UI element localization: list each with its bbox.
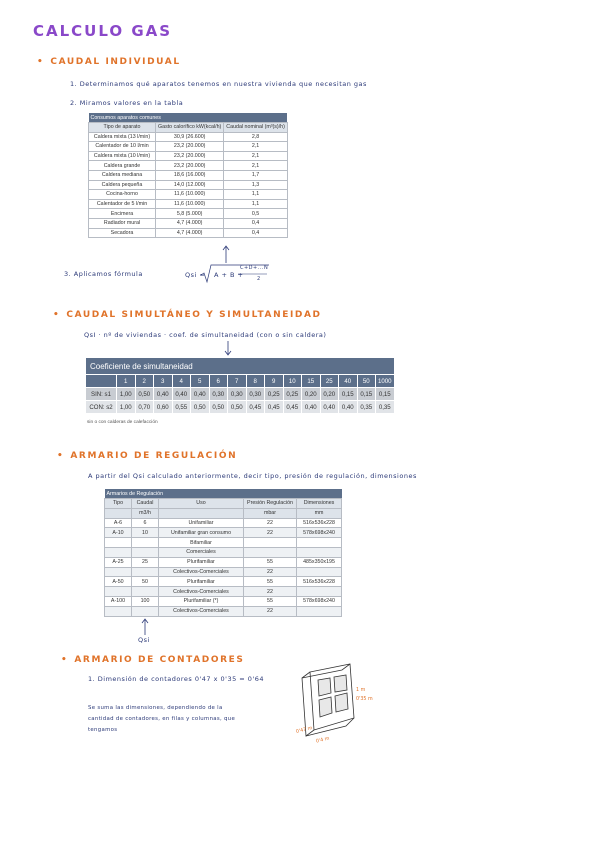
table-header-row (86, 375, 395, 388)
table-cell: 516x536x228 (297, 577, 342, 587)
note-step2: 2. Miramos valores en la tabla (70, 99, 184, 107)
table-cell: 23,2 (20.000) (156, 161, 224, 171)
formula-main: A + B + (214, 271, 244, 279)
table-cell (105, 547, 132, 557)
table-row (105, 547, 342, 557)
table-row (89, 161, 288, 171)
table-cell: 4,7 (4.000) (156, 228, 224, 238)
table-row (86, 388, 395, 401)
note-contadores-1: Se suma las dimensiones, dependiendo de la (88, 705, 223, 711)
table-cell: 100 (132, 596, 159, 606)
table-cell: 1,3 (224, 180, 288, 190)
formula-denominator: 2 (257, 276, 261, 282)
table-cell: 0,40 (339, 401, 358, 414)
table-cell: 22 (244, 587, 297, 597)
table-cell: Radiador mural (89, 218, 156, 228)
table-cell: 4,7 (4.000) (156, 218, 224, 228)
column-unit: mm (297, 508, 342, 518)
column-header: 1000 (376, 375, 395, 388)
table-cell: 578x698x240 (297, 596, 342, 606)
table-row (86, 401, 395, 414)
note-contadores-3: tengamos (88, 727, 118, 733)
bullet-icon: • (57, 451, 65, 461)
sketch-dim-side2: 0'35 m (356, 697, 373, 702)
table-cell: 0,50 (191, 401, 210, 414)
table-cell: 0,45 (265, 401, 284, 414)
formula-lhs: Qsi = (185, 271, 206, 279)
table-cell (132, 538, 159, 548)
table-cell: 11,6 (10.000) (156, 199, 224, 209)
table-footnote: sin o con calderas de calefacción (86, 414, 395, 429)
table-cell: A-25 (105, 557, 132, 567)
table-cell: 22 (244, 567, 297, 577)
table-cell: Colectivos-Comerciales (159, 606, 244, 616)
table-row (105, 538, 342, 548)
section-heading: ARMARIO DE CONTADORES (74, 655, 245, 665)
table-cell: 0,15 (376, 388, 395, 401)
column-header: 4 (172, 375, 191, 388)
sketch-dim-bottom2: 0'4 m (315, 736, 331, 745)
table-cell: 0,25 (283, 388, 302, 401)
table-cell: A-100 (105, 596, 132, 606)
table-cell: 0,4 (224, 228, 288, 238)
table-cell: 0,45 (283, 401, 302, 414)
table-row (89, 180, 288, 190)
bullet-icon: • (37, 57, 45, 67)
table-cell: 2,1 (224, 161, 288, 171)
table-cell: 23,2 (20.000) (156, 151, 224, 161)
formula-numerator: C+D+...N (240, 265, 269, 271)
bullet-icon: • (61, 655, 69, 665)
note-step1: 1. Determinamos qué aparatos tenemos en nuestra vivienda que necesitan gas (70, 80, 367, 88)
table-armarios (104, 489, 342, 617)
table-cell: 5,8 (5.000) (156, 209, 224, 219)
table-cell: 2,1 (224, 142, 288, 152)
table-cell: 0,4 (224, 218, 288, 228)
note-simultaneo: QsI · nº de viviendas · coef. de simultaneidad (con o sin caldera) (84, 331, 327, 339)
table-cell: Comerciales (159, 547, 244, 557)
column-header: Uso (159, 499, 244, 509)
table-cell: 0,5 (224, 209, 288, 219)
table-cell (297, 606, 342, 616)
table-cell: 22 (244, 518, 297, 528)
table-cell: 516x536x228 (297, 518, 342, 528)
section-caudal-individual (37, 57, 181, 67)
table-cell: SIN: s1 (86, 388, 117, 401)
table-caption: Coeficiente de simultaneidad (86, 358, 395, 375)
column-unit (159, 508, 244, 518)
column-header: Dimensiones (297, 499, 342, 509)
table-cell (132, 567, 159, 577)
note-contadores-step: 1. Dimensión de contadores 0'47 x 0'35 = 0'64 (88, 675, 264, 683)
table-cell: A-50 (105, 577, 132, 587)
column-header: 50 (357, 375, 376, 388)
table-cell: Calentador de 5 l/min (89, 199, 156, 209)
sketch-dim-side: 1 m (356, 688, 366, 693)
column-header: Caudal nominal (m³(s)/h) (224, 123, 288, 133)
table-cell: 0,40 (191, 388, 210, 401)
table-cell: 485x350x195 (297, 557, 342, 567)
table-row (89, 190, 288, 200)
table-cell: 0,40 (320, 401, 339, 414)
column-header: 8 (246, 375, 265, 388)
column-header: 7 (228, 375, 247, 388)
table-cell: Colectivos-Comerciales (159, 587, 244, 597)
qsi-label: Qsi (138, 636, 150, 644)
section-heading: ARMARIO DE REGULACIÓN (70, 451, 238, 461)
table-cell (132, 587, 159, 597)
column-header: 40 (339, 375, 358, 388)
table-cell: 0,50 (228, 401, 247, 414)
table-cell: 0,30 (246, 388, 265, 401)
column-header: 2 (135, 375, 154, 388)
table-cell: 1,1 (224, 190, 288, 200)
note-regulacion: A partir del Qsi calculado anteriormente, decir tipo, presión de regulación, dimensiones (88, 472, 417, 480)
column-header: Tipo (105, 499, 132, 509)
column-header: 6 (209, 375, 228, 388)
table-row (105, 518, 342, 528)
table-cell: 18,6 (16.000) (156, 170, 224, 180)
table-simultaneidad (85, 357, 395, 429)
column-header: 15 (302, 375, 321, 388)
table-cell: Unifamiliar (159, 518, 244, 528)
table-cell: 30,9 (26.600) (156, 132, 224, 142)
table-cell: Plurifamiliar (*) (159, 596, 244, 606)
table-cell: 14,0 (12.000) (156, 180, 224, 190)
table-row (105, 577, 342, 587)
meter-cabinet-sketch (292, 660, 382, 750)
table-cell: 55 (244, 557, 297, 567)
section-caudal-simultaneo (53, 310, 322, 320)
column-header (86, 375, 117, 388)
table-cell: Plurifamiliar (159, 577, 244, 587)
table-cell: Caldera pequeña (89, 180, 156, 190)
table-cell (105, 567, 132, 577)
table-cell (105, 606, 132, 616)
table-cell: 11,6 (10.000) (156, 190, 224, 200)
table-cell: 55 (244, 577, 297, 587)
table-cell: Calentador de 10 l/min (89, 142, 156, 152)
table-cell (244, 547, 297, 557)
table-row (89, 142, 288, 152)
column-unit: m3/h (132, 508, 159, 518)
table-cell: Plurifamiliar (159, 557, 244, 567)
table-cell: Caldera mediana (89, 170, 156, 180)
section-armario-contadores (61, 655, 244, 665)
table-row (105, 557, 342, 567)
column-header: Tipo de aparato (89, 123, 156, 133)
table-row (89, 209, 288, 219)
table-cell: 0,45 (246, 401, 265, 414)
table-cell (132, 606, 159, 616)
table-cell: 22 (244, 606, 297, 616)
table-cell: Bifamiliar (159, 538, 244, 548)
arrow-up-icon (140, 618, 150, 636)
arrow-down-icon (223, 340, 233, 356)
section-heading: CAUDAL INDIVIDUAL (50, 57, 181, 67)
bullet-icon: • (53, 310, 61, 320)
section-heading: CAUDAL SIMULTÁNEO Y SIMULTANEIDAD (66, 310, 322, 320)
table-row (105, 528, 342, 538)
table-cell: 2,8 (224, 132, 288, 142)
table-cell: CON: s2 (86, 401, 117, 414)
table-cell: 2,1 (224, 151, 288, 161)
table-row (105, 606, 342, 616)
table-cell: 0,70 (135, 401, 154, 414)
table-row (89, 170, 288, 180)
table-row (89, 218, 288, 228)
table-cell: 1,7 (224, 170, 288, 180)
column-header: 5 (191, 375, 210, 388)
table-cell: 0,30 (228, 388, 247, 401)
table-row (105, 567, 342, 577)
table-cell: 1,00 (117, 388, 136, 401)
table-cell: Cocina-horno (89, 190, 156, 200)
section-armario-regulacion (57, 451, 237, 461)
column-unit (105, 508, 132, 518)
note-step3: 3. Aplicamos fórmula (64, 270, 143, 278)
table-cell: Caldera grande (89, 161, 156, 171)
table-cell: 0,20 (320, 388, 339, 401)
table-cell: 23,2 (20.000) (156, 142, 224, 152)
table-row (89, 228, 288, 238)
table-cell: 0,15 (339, 388, 358, 401)
table-cell (132, 547, 159, 557)
table-cell: 0,35 (357, 401, 376, 414)
table-cell: Secadora (89, 228, 156, 238)
column-header: 10 (283, 375, 302, 388)
table-cell: 0,50 (209, 401, 228, 414)
page-title: CALCULO GAS (33, 22, 173, 40)
table-cell (297, 587, 342, 597)
table-row (105, 587, 342, 597)
table-cell: 55 (244, 596, 297, 606)
table-cell: 0,15 (357, 388, 376, 401)
table-cell: 0,55 (172, 401, 191, 414)
table-cell: 0,40 (302, 401, 321, 414)
sketch-dim-bottom1: 0'47 m (295, 726, 314, 735)
table-caption: Armarios de Regulación (105, 489, 342, 499)
table-cell (297, 538, 342, 548)
column-header: Gasto calorífico kW(kcal/h) (156, 123, 224, 133)
table-cell (297, 547, 342, 557)
table-cell (105, 587, 132, 597)
table-cell: 22 (244, 528, 297, 538)
table-cell: 0,40 (172, 388, 191, 401)
table-row (89, 132, 288, 142)
table-cell: 578x698x240 (297, 528, 342, 538)
table-cell (244, 538, 297, 548)
table-cell: 0,60 (154, 401, 173, 414)
column-header: Caudal (132, 499, 159, 509)
column-header: 25 (320, 375, 339, 388)
table-cell: Colectivos-Comerciales (159, 567, 244, 577)
table-cell: Unifamiliar gran consumo (159, 528, 244, 538)
table-cell: 1,00 (117, 401, 136, 414)
table-row (89, 151, 288, 161)
column-unit: mbar (244, 508, 297, 518)
table-cell: Caldera mixta (13 l/min) (89, 132, 156, 142)
table-cell: 1,1 (224, 199, 288, 209)
table-cell: 0,50 (135, 388, 154, 401)
table-row (105, 596, 342, 606)
table-cell: 0,30 (209, 388, 228, 401)
table-cell: 0,40 (154, 388, 173, 401)
table-cell: 0,25 (265, 388, 284, 401)
table-cell: 25 (132, 557, 159, 567)
column-header: 3 (154, 375, 173, 388)
column-header: 9 (265, 375, 284, 388)
table-cell (105, 538, 132, 548)
table-cell: Caldera mixta (10 l/min) (89, 151, 156, 161)
table-cell: 10 (132, 528, 159, 538)
column-header: 1 (117, 375, 136, 388)
table-consumos (88, 113, 288, 238)
table-cell: 0,20 (302, 388, 321, 401)
table-cell: A-6 (105, 518, 132, 528)
table-cell: A-10 (105, 528, 132, 538)
arrow-up-icon (221, 245, 231, 265)
table-cell: Encimera (89, 209, 156, 219)
column-header: Presión Regulación (244, 499, 297, 509)
table-cell: 50 (132, 577, 159, 587)
table-caption: Consumos aparatos comunes (89, 113, 288, 123)
note-contadores-2: cantidad de contadores, en filas y columnas, que (88, 716, 236, 722)
table-cell: 6 (132, 518, 159, 528)
table-cell (297, 567, 342, 577)
table-row (89, 199, 288, 209)
table-cell: 0,35 (376, 401, 395, 414)
